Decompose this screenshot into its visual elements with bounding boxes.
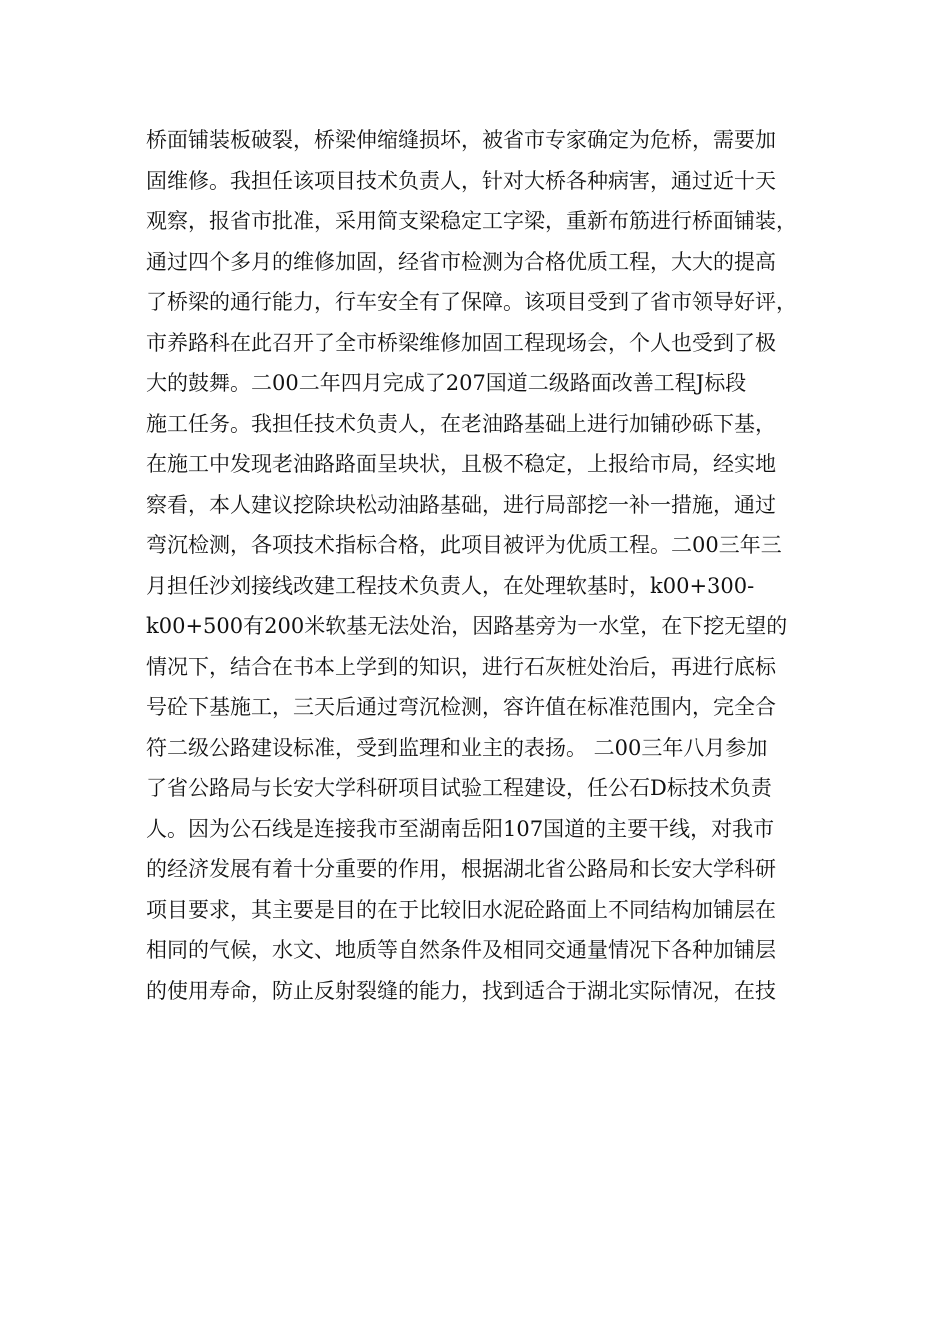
text-line: 市养路科在此召开了全市桥梁维修加固工程现场会，个人也受到了极 — [146, 330, 776, 355]
text-line: 项目要求，其主要是目的在于比较旧水泥砼路面上不同结构加铺层在 — [146, 897, 776, 922]
text-line: 的经济发展有着十分重要的作用，根据湖北省公路局和长安大学科研 — [146, 857, 776, 881]
text-line: 人。因为公石线是连接我市至湖南岳阳107国道的主要干线，对我市 — [146, 816, 775, 841]
text-line: k00+500有200米软基无法处治，因路基旁为一水堂，在下挖无望的 — [146, 614, 788, 638]
text-line: 大的鼓舞。二00二年四月完成了207国道二级路面改善工程J标段 — [146, 371, 747, 395]
text-line: 桥面铺装板破裂，桥梁伸缩缝损坏，被省市专家确定为危桥，需要加 — [146, 128, 776, 152]
text-line: 符二级公路建设标准，受到监理和业主的表扬。 二00三年八月参加 — [146, 735, 768, 760]
text-line: 在施工中发现老油路路面呈块状，且极不稳定，上报给市局，经实地 — [146, 452, 776, 476]
text-line: 固维修。我担任该项目技术负责人，针对大桥各种病害，通过近十天 — [146, 168, 776, 193]
text-line: 弯沉检测，各项技术指标合格，此项目被评为优质工程。二00三年三 — [146, 533, 782, 557]
text-line: 察看，本人建议挖除块松动油路基础，进行局部挖一补一措施，通过 — [146, 492, 776, 517]
text-line: 观察，报省市批准，采用简支梁稳定工字梁，重新布筋进行桥面铺装， — [146, 209, 797, 233]
text-line: 了桥梁的通行能力，行车安全有了保障。该项目受到了省市领导好评， — [146, 290, 797, 314]
text-line: 情况下，结合在书本上学到的知识，进行石灰桩处治后，再进行底标 — [146, 654, 776, 679]
text-line: 号砼下基施工，三天后通过弯沉检测，容许值在标准范围内，完全合 — [146, 695, 776, 719]
text-line: 的使用寿命，防止反射裂缝的能力，找到适合于湖北实际情况，在技 — [146, 978, 776, 1003]
text-line: 了省公路局与长安大学科研项目试验工程建设，任公石D标技术负责 — [146, 776, 772, 800]
text-line: 施工任务。我担任技术负责人，在老油路基础上进行加铺砂砾下基， — [146, 411, 776, 436]
text-line: 月担任沙刘接线改建工程技术负责人，在处理软基时，k00+300- — [146, 573, 755, 598]
text-line: 通过四个多月的维修加固，经省市检测为合格优质工程，大大的提高 — [146, 249, 776, 274]
body-text — [146, 120, 826, 1011]
text-line: 相同的气候，水文、地质等自然条件及相同交通量情况下各种加铺层 — [146, 938, 776, 962]
